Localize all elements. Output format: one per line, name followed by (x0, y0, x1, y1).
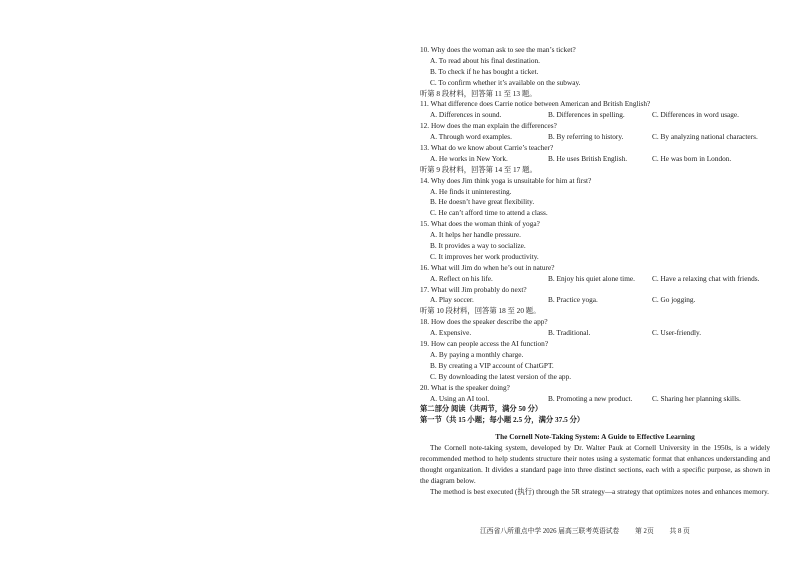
option-text: A. Through word examples. (430, 132, 512, 142)
option-text: B. By creating a VIP account of ChatGPT. (430, 360, 554, 370)
option-text: B. To check if he has bought a ticket. (430, 66, 539, 76)
option-text: C. By analyzing national characters. (652, 132, 758, 142)
option-text: B. Traditional. (548, 328, 591, 338)
passage-title: The Cornell Note-Taking System: A Guide to Effective Learning (495, 432, 695, 442)
options-row (420, 132, 770, 143)
question-text: 10. Why does the woman ask to see the man’s ticket? (420, 45, 576, 54)
option-text: B. By referring to history. (548, 132, 624, 142)
footer-school: 江西省八所重点中学 2026 届高三联考英语试卷 (480, 528, 620, 535)
question-text: 12. How does the man explain the differences? (420, 121, 557, 131)
option-text: C. Have a relaxing chat with friends. (652, 273, 760, 283)
question-text: 13. What do we know about Carrie’s teacher? (420, 143, 554, 153)
question-text: 14. Why does Jim think yoga is unsuitable for him at first? (420, 175, 592, 185)
question-text: 11. What difference does Carrie notice between American and British English? (420, 99, 651, 109)
option-text: A. Differences in sound. (430, 110, 502, 120)
question-text: 19. How can people access the AI function? (420, 339, 549, 349)
question-text: 20. What is the speaker doing? (420, 382, 510, 392)
option-text: A. He finds it uninteresting. (430, 186, 512, 196)
section-instruction: 第一节（共 15 小题；每小题 2.5 分，满分 37.5 分） (420, 415, 585, 425)
question-text: 15. What does the woman think of yoga? (420, 219, 540, 229)
option-text: B. Practice yoga. (548, 295, 598, 305)
options-row (420, 154, 770, 165)
option-text: A. Using an AI tool. (430, 393, 490, 403)
footer-page-number: 第 2页 (635, 528, 654, 535)
option-text: C. He was born in London. (652, 153, 732, 163)
options-row (420, 328, 770, 339)
options-row (420, 394, 770, 405)
option-text: A. It helps her handle pressure. (430, 230, 521, 240)
option-text: B. Enjoy his quiet alone time. (548, 273, 635, 283)
options-row (420, 295, 770, 306)
section-instruction: 听第 10 段材料，回答第 18 至 20 题。 (420, 306, 541, 316)
passage-paragraph-2: The method is best executed (执行) through the 5R strategy—a strategy that optimizes notes and enhances memory. (430, 486, 769, 496)
section-instruction: 听第 9 段材料，回答第 14 至 17 题。 (420, 164, 537, 174)
options-row (420, 274, 770, 285)
option-text: C. It improves her work productivity. (430, 251, 539, 261)
exam-page (420, 45, 770, 498)
option-text: B. Differences in spelling. (548, 110, 625, 120)
footer-total-pages: 共 8 页 (669, 528, 690, 535)
option-text: A. To read about his final destination. (430, 55, 541, 65)
question-text: 16. What will Jim do when he’s out in nature? (420, 262, 555, 272)
question-list (420, 45, 770, 426)
question-text: 17. What will Jim probably do next? (420, 284, 527, 294)
options-row (420, 110, 770, 121)
section-instruction: 第二部分 阅读（共两节，满分 50 分） (420, 404, 543, 414)
option-text: C. User-friendly. (652, 328, 702, 338)
option-text: C. To confirm whether it’s available on the subway. (430, 77, 581, 87)
option-text: A. By paying a monthly charge. (430, 349, 524, 359)
option-text: B. Promoting a new product. (548, 393, 633, 403)
option-text: A. Expensive. (430, 328, 472, 338)
option-text: C. He can’t afford time to attend a class. (430, 208, 548, 218)
page-footer (480, 525, 704, 535)
passage-paragraph-1: The Cornell note-taking system, developed by Dr. Walter Pauk at Cornell University in the 1950s, is a widely recommended method to help students structure their notes using a systematic format that enhances understanding and thought organization. It divides a standard page into three distinct sections, each with a specific purpose, as shown in the diagram below. (420, 443, 770, 485)
option-text: A. Play soccer. (430, 295, 474, 305)
question-text: 18. How does the speaker describe the app? (420, 317, 548, 327)
option-text: B. He doesn’t have great flexibility. (430, 197, 535, 207)
section-instruction: 听第 8 段材料，回答第 11 至 13 题。 (420, 88, 537, 98)
option-text: C. Go jogging. (652, 295, 696, 305)
option-text: B. It provides a way to socialize. (430, 241, 526, 251)
option-text: C. Differences in word usage. (652, 110, 739, 120)
option-text: C. By downloading the latest version of the app. (430, 371, 572, 381)
option-text: A. He works in New York. (430, 153, 508, 163)
option-text: A. Reflect on his life. (430, 273, 493, 283)
option-text: C. Sharing her planning skills. (652, 393, 741, 403)
option-text: B. He uses British English. (548, 153, 628, 163)
